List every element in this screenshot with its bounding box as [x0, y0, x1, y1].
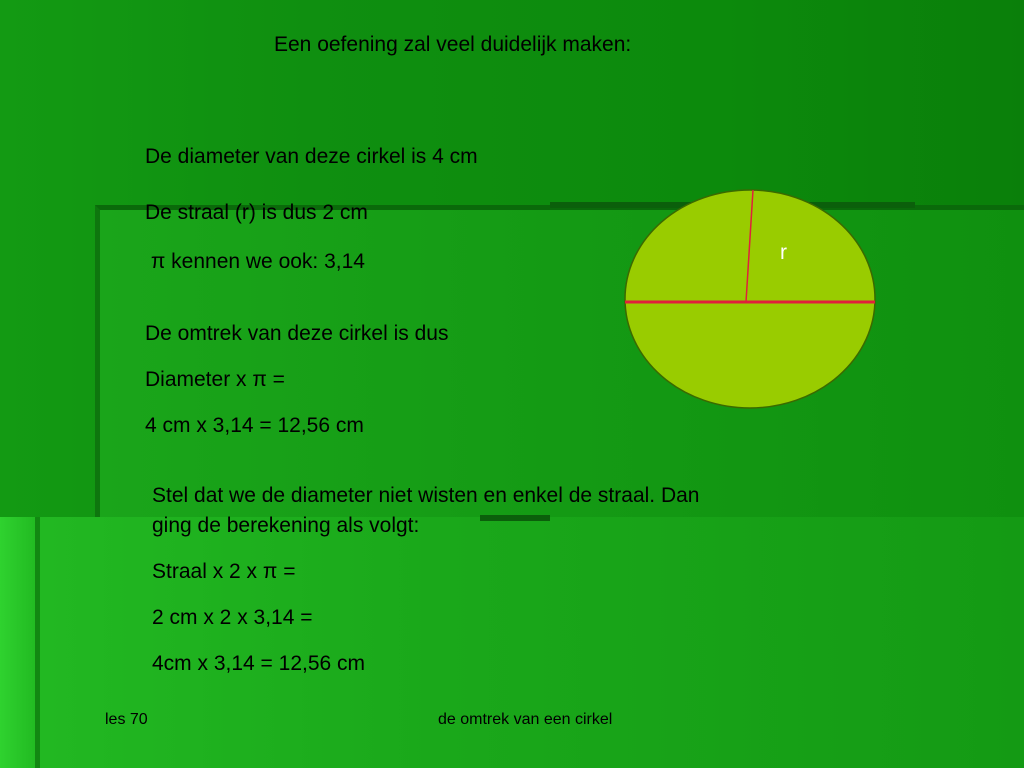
footer-slide-title: de omtrek van een cirkel	[438, 711, 613, 728]
text-line-alt-intro-1: Stel dat we de diameter niet wisten en enkel de straal. Dan	[152, 484, 700, 507]
radius-label: r	[780, 241, 787, 264]
slide-heading: Een oefening zal veel duidelijk maken:	[274, 33, 632, 56]
footer-lesson-number: les 70	[105, 711, 148, 728]
text-line-alt-substitution: 2 cm x 2 x 3,14 =	[152, 606, 313, 629]
text-line-result: 4 cm x 3,14 = 12,56 cm	[145, 414, 364, 437]
text-line-alt-result: 4cm x 3,14 = 12,56 cm	[152, 652, 366, 675]
background-left-edge	[0, 517, 35, 768]
text-line-alt-formula: Straal x 2 x π =	[152, 560, 296, 583]
circle-diagram	[615, 186, 885, 416]
text-line-alt-intro-2: ging de berekening als volgt:	[152, 514, 420, 537]
decorative-bar-lower	[480, 515, 550, 521]
text-line-radius: De straal (r) is dus 2 cm	[145, 201, 368, 224]
text-line-circumference-intro: De omtrek van deze cirkel is dus	[145, 322, 449, 345]
circle-shape	[625, 190, 875, 408]
text-line-pi: π kennen we ook: 3,14	[145, 250, 365, 273]
text-line-diameter: De diameter van deze cirkel is 4 cm	[145, 145, 478, 168]
background-panel-lower	[35, 517, 1024, 768]
text-line-formula: Diameter x π =	[145, 368, 285, 391]
